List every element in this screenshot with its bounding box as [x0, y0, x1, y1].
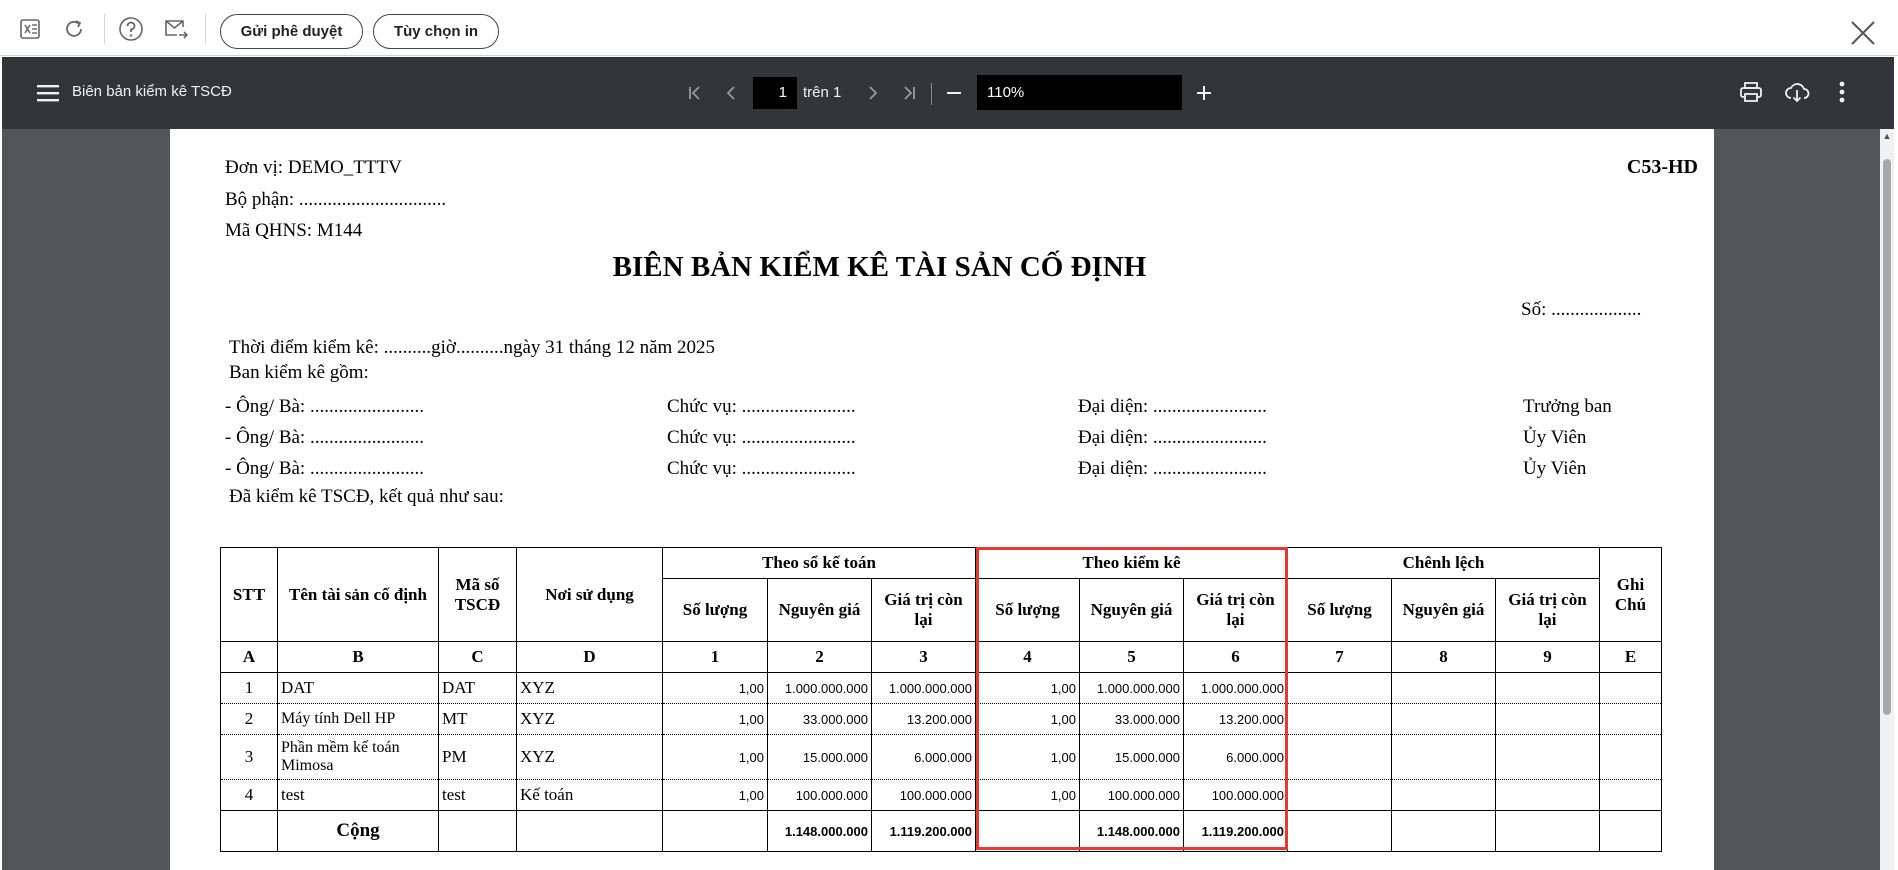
cell-place: XYZ [517, 673, 663, 704]
cell-remain: 13.200.000 [872, 704, 976, 735]
column-code: 3 [872, 642, 976, 673]
first-page-icon[interactable] [685, 83, 705, 103]
header-cost: Nguyên giá [1392, 579, 1496, 642]
header-group-diff: Chênh lệch [1288, 548, 1600, 579]
cell-asset-code: test [439, 780, 517, 811]
member-name: - Ông/ Bà: ........................ [225, 396, 424, 417]
department-label: Bộ phận: ............................... [225, 189, 447, 210]
refresh-icon[interactable] [61, 16, 87, 42]
cell-stt: 2 [221, 704, 278, 735]
cell-qty: 1,00 [976, 673, 1080, 704]
cell-empty [439, 811, 517, 852]
committee-label: Ban kiểm kê gồm: [229, 362, 369, 383]
member-position: Chức vụ: ........................ [667, 427, 856, 448]
cell-empty [1600, 780, 1662, 811]
table-row [221, 735, 1662, 780]
cell-empty [1496, 735, 1600, 780]
member-represent: Đại diện: ........................ [1078, 396, 1267, 417]
column-code: 7 [1288, 642, 1392, 673]
previous-page-icon[interactable] [721, 83, 741, 103]
cell-empty [1600, 673, 1662, 704]
cell-asset-name: test [278, 780, 439, 811]
zoom-input[interactable]: 110% [977, 75, 1182, 110]
header-place: Nơi sử dụng [517, 548, 663, 642]
member-position: Chức vụ: ........................ [667, 396, 856, 417]
page-count: trên 1 [803, 84, 842, 101]
zoom-in-icon[interactable] [1194, 83, 1214, 103]
cell-qty: 1,00 [976, 704, 1080, 735]
cell-qty: 1,00 [663, 673, 768, 704]
cell-cost: 1.000.000.000 [768, 673, 872, 704]
cell-place: XYZ [517, 735, 663, 780]
cell-remain: 6.000.000 [1184, 735, 1288, 780]
cell-cost: 100.000.000 [768, 780, 872, 811]
member-position: Chức vụ: ........................ [667, 458, 856, 479]
inventory-time: Thời điểm kiểm kê: ..........giờ..........ngày 31 tháng 12 năm 2025 [229, 337, 716, 358]
total-row [221, 811, 1662, 852]
table-row [221, 780, 1662, 811]
cell-asset-name: Máy tính Dell HP [278, 704, 439, 735]
cell-empty [1288, 811, 1392, 852]
cell-cost: 33.000.000 [1080, 704, 1184, 735]
cell-empty [1288, 780, 1392, 811]
header-remain: Giá trị còn lại [872, 579, 976, 642]
toolbar-separator [104, 14, 105, 44]
column-code: 9 [1496, 642, 1600, 673]
cell-place: Kế toán [517, 780, 663, 811]
cell-empty [1392, 811, 1496, 852]
document-heading: BIÊN BẢN KIỂM KÊ TÀI SẢN CỐ ĐỊNH [612, 251, 1147, 283]
header-group-book: Theo sổ kế toán [663, 548, 976, 579]
excel-icon[interactable] [17, 16, 43, 42]
header-asset-code: Mã số TSCĐ [439, 548, 517, 642]
member-role: Ủy Viên [1523, 458, 1587, 479]
menu-icon[interactable] [36, 81, 60, 105]
page-number-input[interactable]: 1 [753, 77, 797, 109]
cell-empty [1496, 780, 1600, 811]
header-qty: Số lượng [976, 579, 1080, 642]
column-code: 2 [768, 642, 872, 673]
document-title: Biên bản kiểm kê TSCĐ [72, 83, 232, 100]
cell-qty: 1,00 [976, 780, 1080, 811]
column-code: 4 [976, 642, 1080, 673]
cell-qty: 1,00 [663, 735, 768, 780]
column-code: 6 [1184, 642, 1288, 673]
column-code: 8 [1392, 642, 1496, 673]
cell-asset-code: MT [439, 704, 517, 735]
print-options-button[interactable]: Tùy chọn in [373, 14, 499, 49]
member-name: - Ông/ Bà: ........................ [225, 427, 424, 448]
toolbar-separator [931, 83, 932, 105]
total-remain: 1.119.200.000 [1184, 811, 1288, 852]
cell-place: XYZ [517, 704, 663, 735]
header-remain: Giá trị còn lại [1496, 579, 1600, 642]
close-icon[interactable] [1848, 18, 1878, 48]
cell-remain: 6.000.000 [872, 735, 976, 780]
cell-asset-name: DAT [278, 673, 439, 704]
member-role: Ủy Viên [1523, 427, 1587, 448]
column-code: 5 [1080, 642, 1184, 673]
total-cost: 1.148.000.000 [1080, 811, 1184, 852]
form-code: C53-HD [1626, 156, 1698, 178]
cell-empty [1392, 704, 1496, 735]
cell-qty: 1,00 [663, 780, 768, 811]
cell-empty [1496, 673, 1600, 704]
cell-remain: 1.000.000.000 [1184, 673, 1288, 704]
table-row [221, 673, 1662, 704]
column-code: E [1600, 642, 1662, 673]
cell-empty [1600, 735, 1662, 780]
cell-asset-code: DAT [439, 673, 517, 704]
cell-stt: 3 [221, 735, 278, 780]
inventory-table [220, 547, 1662, 852]
cell-qty: 1,00 [663, 704, 768, 735]
last-page-icon[interactable] [899, 83, 919, 103]
header-qty: Số lượng [663, 579, 768, 642]
vertical-scrollbar[interactable] [1880, 129, 1894, 870]
header-group-check: Theo kiểm kê [976, 548, 1288, 579]
member-represent: Đại diện: ........................ [1078, 427, 1267, 448]
cell-empty [1288, 673, 1392, 704]
cell-remain: 1.000.000.000 [872, 673, 976, 704]
member-represent: Đại diện: ........................ [1078, 458, 1267, 479]
pdf-viewer-toolbar [2, 57, 1894, 129]
column-code: A [221, 642, 278, 673]
email-send-icon[interactable] [163, 16, 189, 42]
cell-remain: 13.200.000 [1184, 704, 1288, 735]
cell-empty [1496, 704, 1600, 735]
cell-cost: 1.000.000.000 [1080, 673, 1184, 704]
cell-asset-name: Phần mềm kế toán Mimosa [278, 735, 439, 780]
cell-empty [517, 811, 663, 852]
table-row [221, 704, 1662, 735]
header-remain: Giá trị còn lại [1184, 579, 1288, 642]
qhns-label: Mã QHNS: M144 [225, 220, 363, 241]
cell-empty [1288, 704, 1392, 735]
cell-qty: 1,00 [976, 735, 1080, 780]
column-code: D [517, 642, 663, 673]
cell-cost: 15.000.000 [768, 735, 872, 780]
member-name: - Ông/ Bà: ........................ [225, 458, 424, 479]
cell-empty [1600, 704, 1662, 735]
column-code: 1 [663, 642, 768, 673]
cell-asset-code: PM [439, 735, 517, 780]
header-qty: Số lượng [1288, 579, 1392, 642]
total-label: Cộng [278, 811, 439, 852]
column-code: C [439, 642, 517, 673]
header-note: Ghi Chú [1600, 548, 1662, 642]
member-role: Trưởng ban [1523, 396, 1612, 417]
scroll-up-icon[interactable]: ▲ [1882, 131, 1892, 141]
cell-empty [1392, 780, 1496, 811]
cell-empty [1392, 673, 1496, 704]
cell-empty [1496, 811, 1600, 852]
zoom-out-icon[interactable] [944, 83, 964, 103]
cell-empty [976, 811, 1080, 852]
toolbar-separator [205, 14, 206, 44]
cell-empty [221, 811, 278, 852]
cell-stt: 1 [221, 673, 278, 704]
cell-cost: 15.000.000 [1080, 735, 1184, 780]
print-icon[interactable] [1738, 79, 1764, 105]
cell-empty [1392, 735, 1496, 780]
cell-cost: 100.000.000 [1080, 780, 1184, 811]
app-toolbar [0, 0, 1898, 56]
header-cost: Nguyên giá [1080, 579, 1184, 642]
total-cost: 1.148.000.000 [768, 811, 872, 852]
cell-cost: 33.000.000 [768, 704, 872, 735]
document-number: Số: ................... [1521, 299, 1642, 320]
next-page-icon[interactable] [863, 83, 883, 103]
header-asset-name: Tên tài sản cố định [278, 548, 439, 642]
cell-empty [1600, 811, 1662, 852]
cell-empty [1288, 735, 1392, 780]
more-options-icon[interactable] [1832, 79, 1852, 105]
header-cost: Nguyên giá [768, 579, 872, 642]
total-remain: 1.119.200.000 [872, 811, 976, 852]
column-code: B [278, 642, 439, 673]
unit-label: Đơn vị: DEMO_TTTV [225, 157, 402, 178]
scroll-thumb[interactable] [1883, 159, 1891, 715]
download-icon[interactable] [1784, 79, 1810, 105]
cell-remain: 100.000.000 [872, 780, 976, 811]
cell-empty [663, 811, 768, 852]
send-approval-button[interactable]: Gửi phê duyệt [220, 14, 363, 49]
cell-stt: 4 [221, 780, 278, 811]
header-stt: STT [221, 548, 278, 642]
result-intro: Đã kiểm kê TSCĐ, kết quả như sau: [229, 486, 504, 507]
help-icon[interactable] [118, 16, 144, 42]
cell-remain: 100.000.000 [1184, 780, 1288, 811]
